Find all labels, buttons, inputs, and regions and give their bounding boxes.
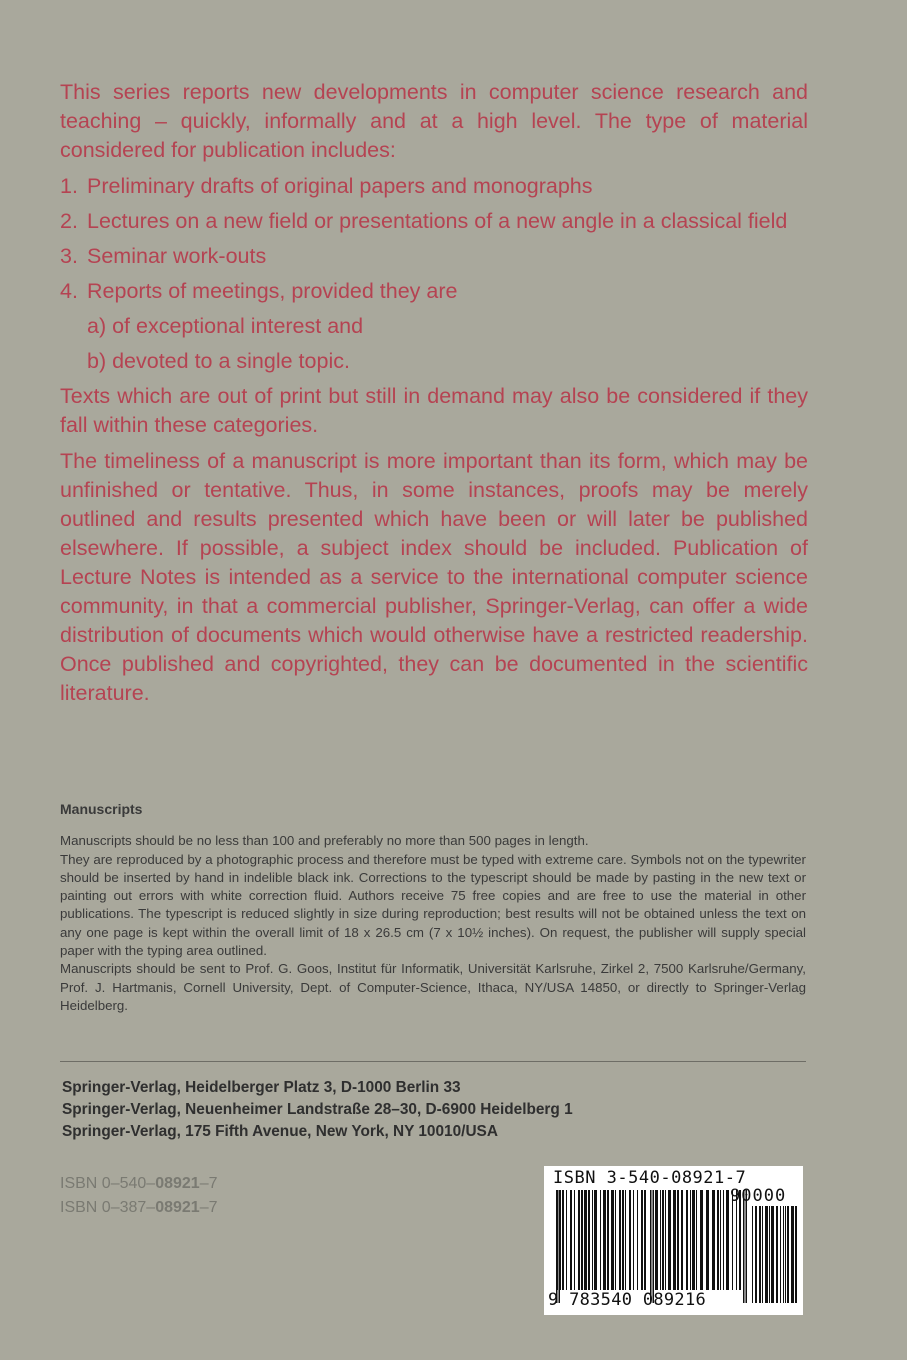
barcode-bar	[588, 1190, 590, 1290]
address-line: Springer-Verlag, Neuenheimer Landstraße 28–30, D-6900 Heidelberg 1	[62, 1101, 573, 1118]
list-item	[60, 172, 808, 201]
barcode-bar	[570, 1190, 572, 1290]
barcode-bar	[783, 1206, 784, 1303]
sub-item: a) of exceptional interest and	[87, 314, 364, 338]
barcode-bar	[660, 1190, 661, 1290]
list-number: 2.	[60, 209, 78, 233]
list-number: 1.	[60, 174, 78, 198]
barcode-bar	[615, 1190, 616, 1290]
barcode-bar	[762, 1206, 763, 1303]
barcode-bar	[625, 1190, 626, 1290]
list-item	[60, 207, 808, 236]
barcode-bar	[594, 1190, 597, 1290]
series-description	[60, 78, 808, 715]
barcode-bar	[677, 1190, 679, 1290]
barcode-bar	[650, 1190, 652, 1303]
publisher-addresses	[62, 1077, 807, 1143]
barcode-bar	[562, 1190, 564, 1290]
isbn-list	[60, 1172, 217, 1220]
barcode-bar	[673, 1190, 676, 1290]
barcode-bar	[791, 1206, 794, 1303]
list-item	[60, 242, 808, 271]
barcode-bar	[603, 1190, 606, 1290]
address-line: Springer-Verlag, Heidelberger Platz 3, D-1000 Berlin 33	[62, 1079, 461, 1096]
divider	[60, 1061, 806, 1062]
barcode-bar	[559, 1190, 561, 1303]
manuscripts-reproduction: They are reproduced by a photographic process and therefore must be typed with extreme care. Symbols not on the typewriter should be inserted by hand in indelible black ink. Corrections to the typescript should be made by pasting in the new text or painting out errors with white correction fluid. Authors receive 75 free copies and are free to use the material in other publications. The typescript is reduced slightly in size during reproduction; best results will not be obtained unless the text on any one page is kept within the overall limit of 18 x 26.5 cm (7 x 10½ inches). On request, the publisher will supply special paper with the typing area outlined.	[60, 851, 806, 959]
list-text: Seminar work-outs	[87, 244, 267, 268]
barcode-bar	[795, 1206, 797, 1303]
barcode-bar	[720, 1190, 721, 1290]
barcode-addon-digits: 90000	[730, 1186, 787, 1206]
isbn-line: ISBN 0–387–08921–7	[60, 1199, 218, 1216]
barcode-bar	[637, 1190, 638, 1290]
barcode-bar	[771, 1206, 774, 1303]
list-text: Preliminary drafts of original papers and monographs	[87, 174, 593, 198]
barcode-bar	[681, 1190, 683, 1290]
manuscripts-send-to: Manuscripts should be sent to Prof. G. Goos, Institut für Informatik, Universität Karlsruhe, Zirkel 2, 7500 Karlsruhe/Germany, Prof. J. Hartmanis, Cornell University, Dept. of Computer-Science, Ithaca, NY/USA 14850, or directly to Springer-Verlag Heidelberg.	[60, 961, 806, 1013]
barcode-bar	[556, 1190, 558, 1290]
barcode-bar	[723, 1190, 724, 1290]
barcode-bar	[700, 1190, 703, 1290]
list-text: Reports of meetings, provided they are	[87, 279, 458, 303]
isbn-line: ISBN 0–540–08921–7	[60, 1175, 218, 1192]
barcode-bar	[746, 1190, 748, 1303]
list-number: 3.	[60, 244, 78, 268]
barcode-bar	[619, 1190, 621, 1290]
list-number: 4.	[60, 279, 78, 303]
timeliness-paragraph: The timeliness of a manuscript is more important than its form, which may be unfinished or tentative. Thus, in some instances, proofs may be merely outlined and results presented which have been or will later be published elsewhere. If possible, a subject index should be included. Publication of Lecture Notes is intended as a service to the international computer science community, in that a commercial publisher, Springer-Verlag, can offer a wide distribution of documents which would otherwise have a restricted readership. Once published and copyrighted, they can be documented in the scientific literature.	[60, 449, 808, 705]
out-of-print-paragraph: Texts which are out of print but still in demand may also be considered if they fall within these categories.	[60, 384, 808, 437]
barcode-bar	[785, 1206, 786, 1303]
manuscripts-section	[60, 800, 806, 1015]
barcode-bar	[581, 1190, 583, 1290]
barcode-label	[544, 1166, 803, 1315]
barcode-bar	[706, 1190, 709, 1290]
barcode-bar	[629, 1190, 631, 1290]
manuscripts-length: Manuscripts should be no less than 100 and preferably no more than 500 pages in length.	[60, 833, 589, 849]
barcode-bar	[641, 1190, 643, 1290]
barcode-bar	[560, 1190, 561, 1290]
barcode-bar	[653, 1190, 655, 1303]
barcode-bar	[607, 1190, 609, 1290]
barcode-bar	[787, 1206, 789, 1303]
barcode-bar	[644, 1190, 646, 1290]
barcode-isbn-text: ISBN 3-540-08921-7	[553, 1168, 747, 1188]
barcode-bar	[755, 1206, 757, 1303]
barcode-bar	[655, 1190, 658, 1290]
barcode-bar	[686, 1190, 688, 1290]
address-line: Springer-Verlag, 175 Fifth Avenue, New York, NY 10010/USA	[62, 1123, 498, 1140]
barcode-bar	[668, 1190, 671, 1290]
barcode-bar	[574, 1190, 575, 1290]
barcode-bar	[566, 1190, 567, 1290]
barcode-bar	[578, 1190, 580, 1290]
barcode-bar	[726, 1190, 729, 1290]
barcode-bar	[743, 1190, 745, 1303]
intro-paragraph: This series reports new developments in computer science research and teaching – quickly, informally and at a high level. The type of material considered for publication includes:	[60, 80, 808, 162]
barcode-bar	[696, 1190, 697, 1290]
barcode-bar	[592, 1190, 593, 1290]
barcode-number: 9 783540 089216	[548, 1290, 707, 1310]
barcode-bar	[622, 1190, 624, 1290]
barcode-bar	[633, 1190, 634, 1290]
barcode-bar	[769, 1206, 770, 1303]
barcode-bar	[600, 1190, 601, 1290]
barcode-bar	[611, 1190, 614, 1290]
list-text: Lectures on a new field or presentations of a new angle in a classical field	[87, 209, 788, 233]
barcode-bar	[776, 1206, 778, 1303]
barcode-bar	[717, 1190, 719, 1290]
barcode-bar	[752, 1206, 753, 1303]
manuscripts-heading: Manuscripts	[60, 801, 143, 817]
barcode-bar	[690, 1190, 691, 1290]
barcode-bar	[765, 1206, 768, 1303]
barcode-bar	[665, 1190, 666, 1290]
list-item	[60, 277, 808, 306]
barcode-bar	[692, 1190, 695, 1290]
sub-item: b) devoted to a single topic.	[87, 349, 350, 373]
barcode-bar	[759, 1206, 761, 1303]
barcode-bar	[584, 1190, 587, 1290]
barcode-bar	[712, 1190, 715, 1290]
barcode-bar	[662, 1190, 664, 1290]
barcode-bar	[780, 1206, 781, 1303]
